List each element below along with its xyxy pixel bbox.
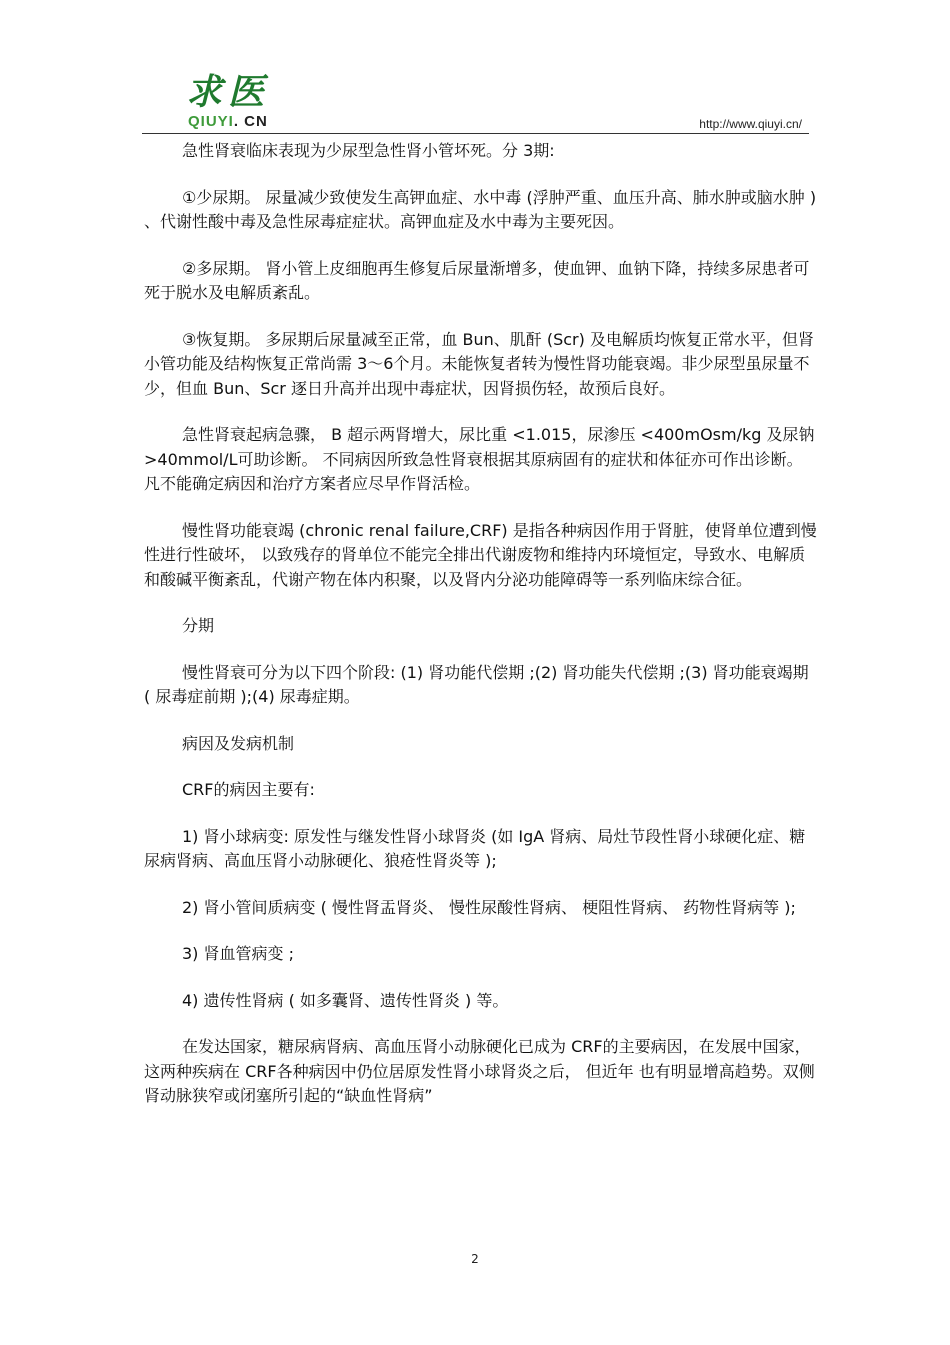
paragraph-oliguric-phase: ①少尿期。 尿量减少致使发生高钾血症、水中毒 (浮肿严重、血压升高、肺水肿或脑水肿 ) 、代谢性酸中毒及急性尿毒症症状。高钾血症及水中毒为主要死因。	[144, 187, 817, 231]
logo-text-cn: . CN	[233, 113, 268, 130]
list-item-hereditary: 4) 遗传性肾病 ( 如多囊肾、遗传性肾炎 ) 等。	[182, 990, 509, 1010]
list-item-tubulointerstitial: 2) 肾小管间质病变 ( 慢性肾盂肾炎、 慢性尿酸性肾病、 梗阻性肾病、 药物性肾病等 );	[182, 897, 796, 917]
paragraph-acute-intro: 急性肾衰临床表现为少尿型急性肾小管坏死。分 3期:	[182, 141, 555, 160]
paragraph-crf-definition: 慢性肾功能衰竭 (chronic renal failure,CRF) 是指各种病因作用于肾脏，使肾单位遭到慢性进行性破坏， 以致残存的肾单位不能完全排出代谢废物和维持内环境恒定，导致水、电解质 和酸碱平衡紊乱，代谢产物在体内积聚，以及肾内分泌功能障碍等一系列临床综合征。	[144, 520, 817, 589]
list-item-glomerular: 1) 肾小球病变: 原发性与继发性肾小球肾炎 (如 IgA 肾病、局灶节段性肾小球硬化症、糖尿病肾病、高血压肾小动脉硬化、狼疮性肾炎等 );	[144, 826, 806, 870]
header-url: http://www.qiuyi.cn/	[699, 117, 802, 131]
paragraph-crf-causes-intro: CRF的病因主要有:	[182, 780, 315, 799]
list-item-vascular: 3) 肾血管病变 ;	[182, 944, 294, 963]
logo-text	[188, 114, 268, 130]
logo-mark: 求医	[186, 71, 271, 113]
document-body	[144, 139, 818, 1131]
heading-staging: 分期	[182, 616, 215, 635]
paragraph-crf-stages: 慢性肾衰可分为以下四个阶段: (1) 肾功能代偿期 ;(2) 肾功能失代偿期 ;(3) 肾功能衰竭期 ( 尿毒症前期 );(4) 尿毒症期。	[144, 662, 809, 706]
paragraph-epidemiology: 在发达国家，糖尿病肾病、高血压肾小动脉硬化已成为 CRF的主要病因，在发展中国家， 这两种疾病在 CRF各种病因中仍位居原发性肾小球肾炎之后， 但近年 也有明显增高趋势。双侧肾动脉狭窄或闭塞所引起的“缺血性肾病”	[144, 1037, 815, 1105]
logo-text-qiuyi: QIUYI	[188, 113, 234, 130]
page-number: 2	[471, 1252, 479, 1266]
paragraph-polyuric-phase: ②多尿期。 肾小管上皮细胞再生修复后尿量渐增多，使血钾、血钠下降，持续多尿患者可死于脱水及电解质紊乱。	[144, 258, 810, 302]
heading-etiology: 病因及发病机制	[182, 733, 295, 753]
paragraph-recovery-phase: ③恢复期。 多尿期后尿量减至正常，血 Bun、肌酐 (Scr) 及电解质均恢复正常水平，但肾小管功能及结构恢复正常尚需 3～6个月。未能恢复者转为慢性肾功能衰竭。非少尿型虽尿量不少，但血 Bun、Scr 逐日升高并出现中毒症状，因肾损伤轻，故预后良好。	[144, 329, 814, 398]
paragraph-acute-diagnosis: 急性肾衰起病急骤， B 超示两肾增大，尿比重 <1.015，尿渗压 <400mOsm/kg 及尿钠 >40mmol/L可助诊断。 不同病因所致急性肾衰根据其原病固有的症状和体征亦可作出诊断。凡不能确定病因和治疗方案者应尽早作肾活检。	[144, 425, 815, 493]
header-divider	[142, 133, 809, 134]
qiuyi-logo	[186, 72, 286, 134]
